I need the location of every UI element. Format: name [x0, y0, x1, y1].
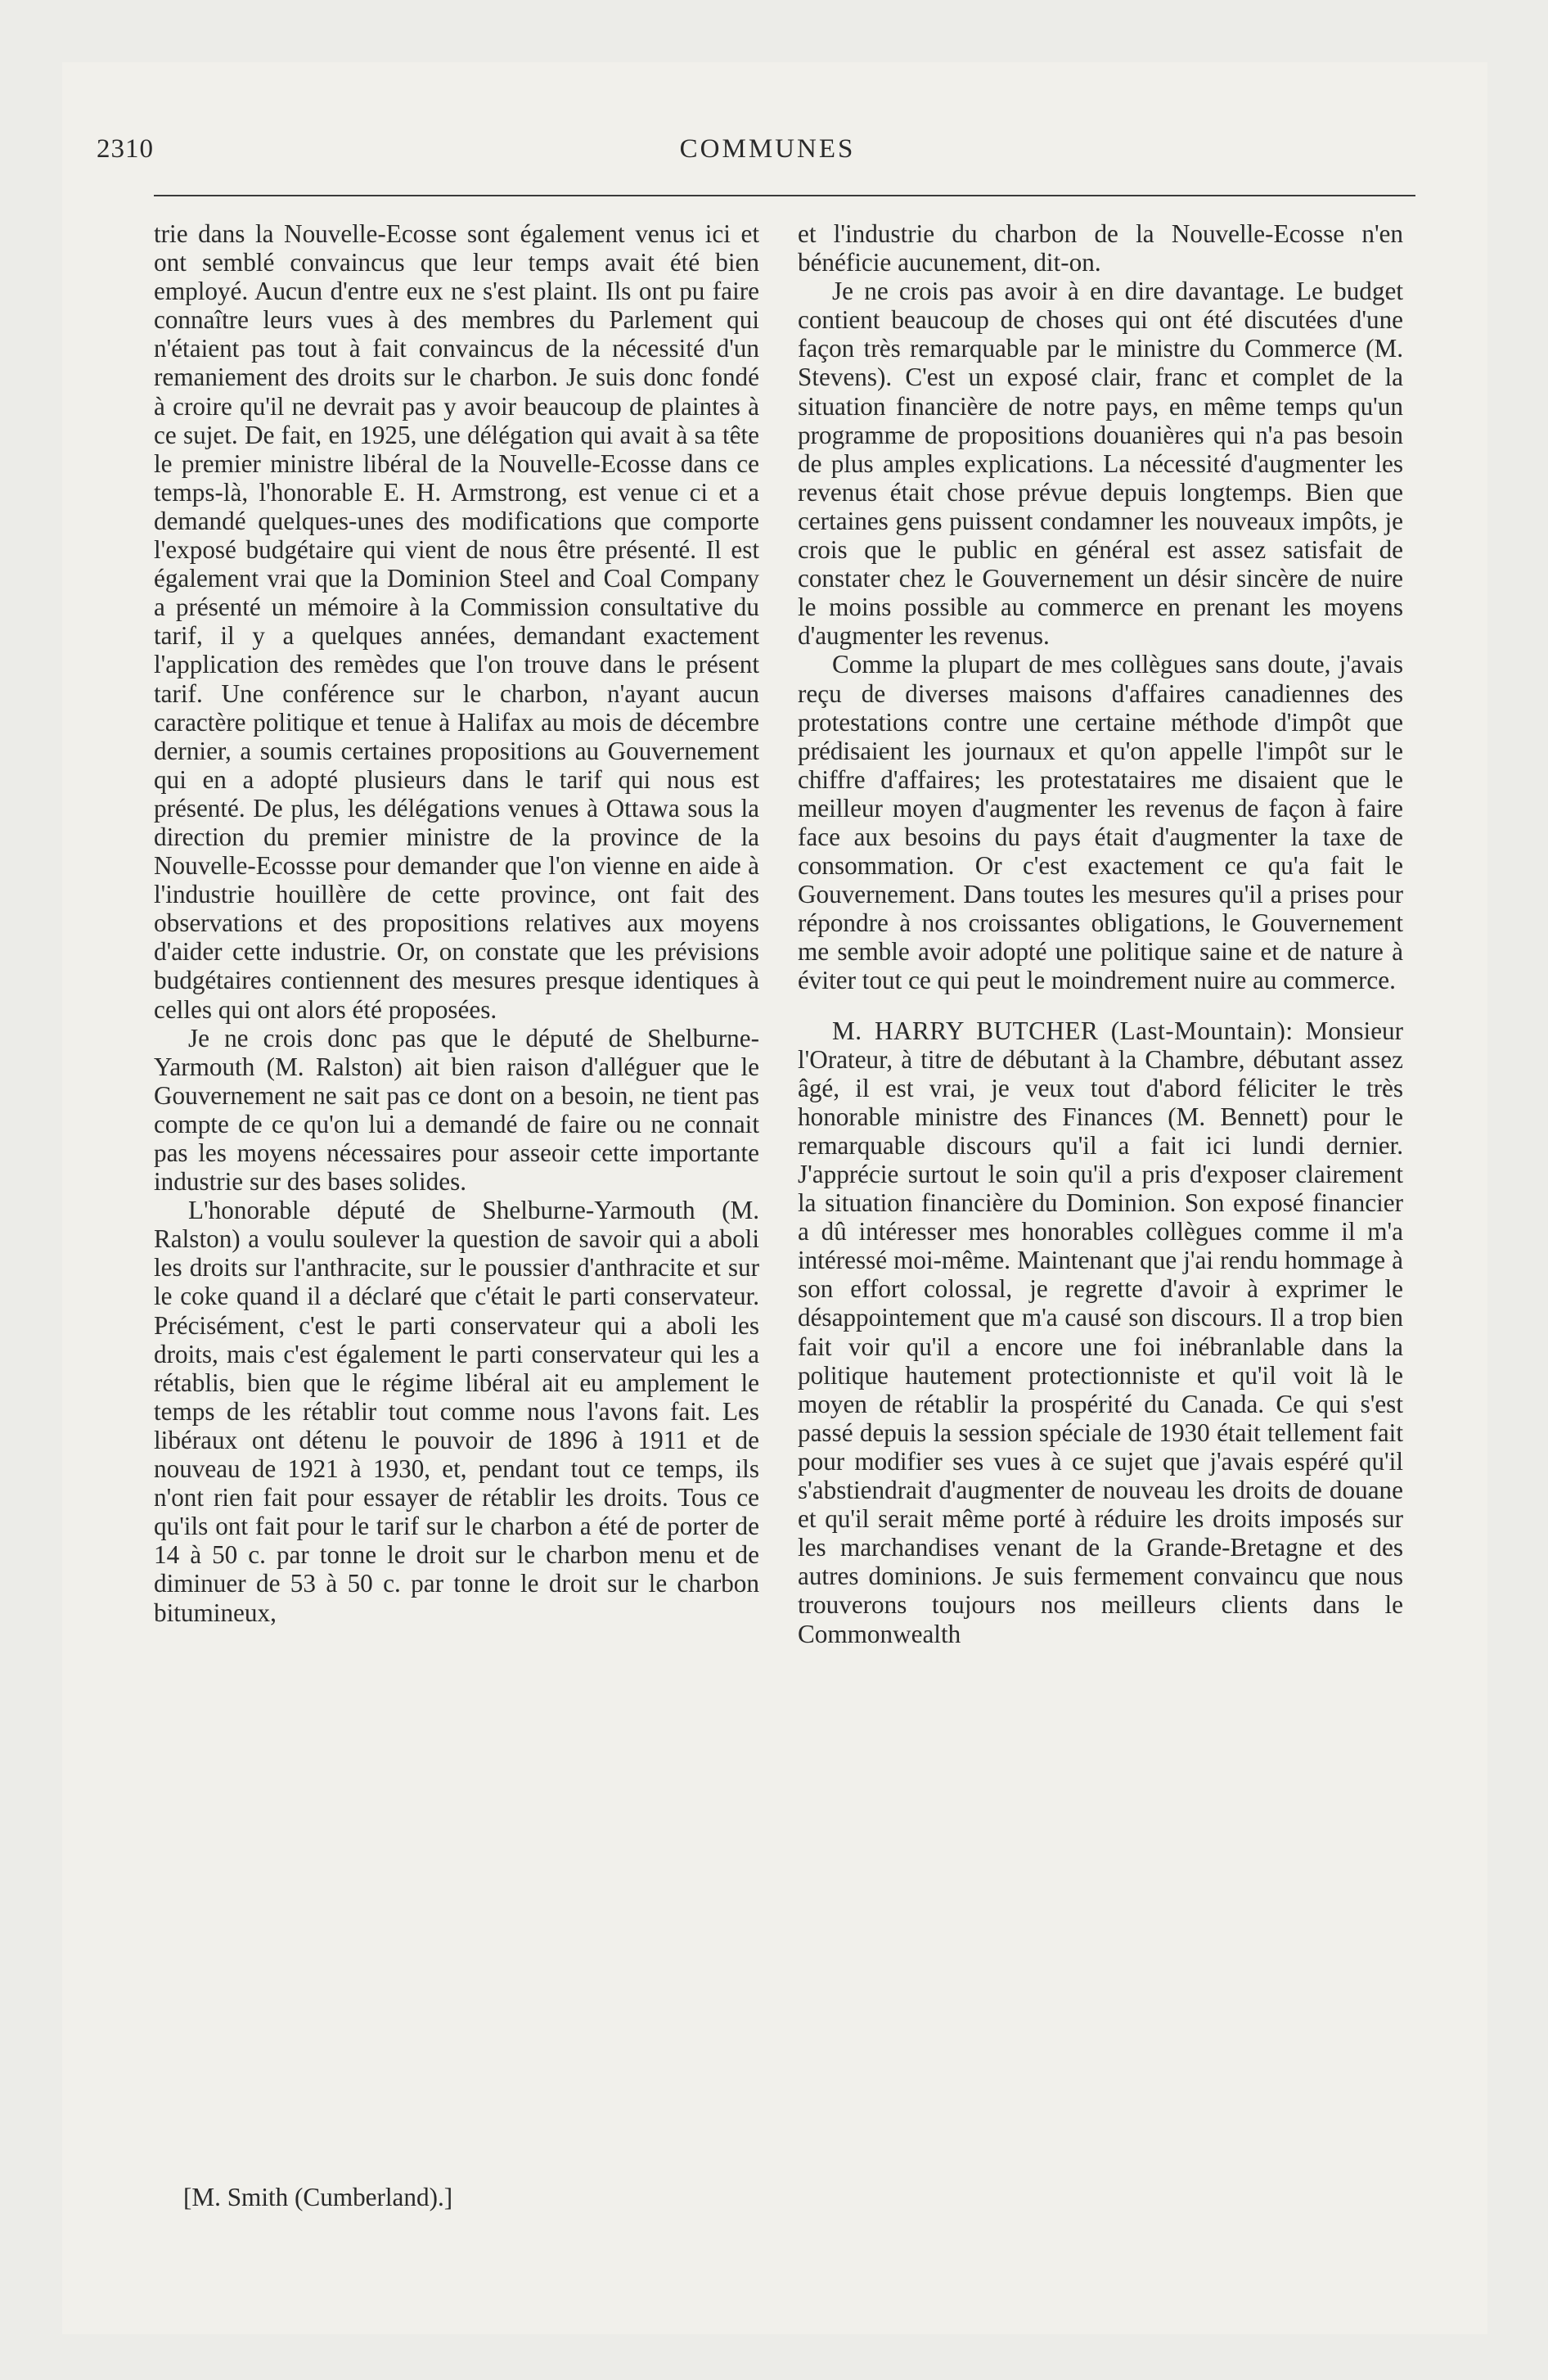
paragraph: Comme la plupart de mes collègues sans doute, j'avais reçu de diverses maisons d'affaires canadiennes des protestations contre une certaine méthode d'impôt que prédisaient les journaux et qu'on appelle l'impôt sur le chiffre d'affaires; les protestataires me disaient que le meilleur moyen d'augmenter les revenus de façon à faire face aux besoins du pays était d'augmenter la taxe de consommation. Or c'est exactement ce qu'a fait le Gouvernement. Dans toutes les mesures qu'il a prises pour répondre à nos croissantes obligations, le Gouvernement me semble avoir adopté une politique saine et de nature à éviter tout ce qui peut le moindrement nuire au commerce. [798, 650, 1403, 995]
paragraph: et l'industrie du charbon de la Nouvelle-Ecosse n'en bénéficie aucunement, dit-on. [798, 219, 1403, 277]
page-header [97, 134, 1438, 178]
right-column [798, 219, 1403, 1648]
speech-paragraph [798, 1016, 1403, 1648]
paragraph: Je ne crois donc pas que le député de Shelburne-Yarmouth (M. Ralston) ait bien raison d'alléguer que le Gouvernement ne sait pas ce dont on a besoin, ne tient pas compte de ce qu'on lui a demandé de faire ou ne connait pas les moyens nécessaires pour asseoir cette importante industrie sur des bases solides. [154, 1023, 759, 1197]
speaker-name: M. HARRY BUTCHER (Last-Mountain): [832, 1016, 1294, 1045]
paragraph: trie dans la Nouvelle-Ecosse sont également venus ici et ont semblé convaincus que leur temps avait été bien employé. Aucun d'entre eux ne s'est plaint. Ils ont pu faire connaître leurs vues à des membres du Parlement qui n'étaient pas tout à fait convaincus de la nécessité d'un remaniement des droits sur le charbon. Je suis donc fondé à croire qu'il ne devrait pas y avoir beaucoup de plaintes à ce sujet. De fait, en 1925, une délégation qui avait à sa tête le premier ministre libéral de la Nouvelle-Ecosse dans ce temps-là, l'honorable E. H. Armstrong, est venue ci et a demandé quelques-unes des modifications que comporte l'exposé budgétaire qui vient de nous être présenté. Il est également vrai que la Dominion Steel and Coal Company a présenté un mémoire à la Commission consultative du tarif, il y a quelques années, demandant exactement l'application des remèdes que l'on trouve dans le présent tarif. Une conférence sur le charbon, n'ayant aucun caractère politique et tenue à Halifax au mois de décembre dernier, a soumis certaines propositions au Gouvernement qui en a adopté plusieurs dans le tarif qui nous est présenté. De plus, les délégations venues à Ottawa sous la direction du premier ministre de la province de la Nouvelle-Ecossse pour demander que l'on vienne en aide à l'industrie houillère de cette province, ont fait des observations et des propositions relatives aux moyens d'aider cette industrie. Or, on constate que les prévisions budgétaires contiennent des mesures presque identiques à celles qui ont alors été proposées. [154, 219, 759, 1024]
left-column [154, 219, 759, 1627]
paragraph: L'honorable député de Shelburne-Yarmouth (M. Ralston) a voulu soulever la question de savoir qui a aboli les droits sur l'anthracite, sur le poussier d'anthracite et sur le coke quand il a déclaré que c'était le parti conservateur. Précisément, c'est le parti conservateur qui a aboli les droits, mais c'est également le parti conservateur qui les a rétablis, bien que le régime libéral ait eu amplement le temps de les rétablir tout comme nous l'avons fait. Les libéraux ont détenu le pouvoir de 1896 à 1911 et de nouveau de 1921 à 1930, et, pendant tout ce temps, ils n'ont rien fait pour essayer de rétablir les droits. Tous ce qu'ils ont fait pour le tarif sur le charbon a été de porter de 14 à 50 c. par tonne le droit sur le charbon menu et de diminuer de 53 à 50 c. par tonne le droit sur le charbon bitumineux, [154, 1196, 759, 1627]
running-head: COMMUNES [679, 134, 856, 164]
paragraph: Je ne crois pas avoir à en dire davantage. Le budget contient beaucoup de choses qui ont été discutées d'une façon très remarquable par le ministre du Commerce (M. Stevens). C'est un exposé clair, franc et complet de la situation financière de notre pays, en même temps qu'un programme de propositions douanières qui n'a pas besoin de plus amples explications. La nécessité d'augmenter les revenus était chose prévue depuis longtemps. Bien que certaines gens puissent condamner les nouveaux impôts, je crois que le public en général est assez satisfait de constater chez le Gouvernement un désir sincère de nuire le moins possible au commerce en prenant les moyens d'augmenter les revenus. [798, 277, 1403, 651]
speech-text: Monsieur l'Orateur, à titre de débutant à la Chambre, débutant assez âgé, il est vrai, je veux tout d'abord féliciter le très honorable ministre des Finances (M. Bennett) pour le remarquable discours qu'il a fait ici lundi dernier. J'apprécie surtout le soin qu'il a pris d'exposer clairement la situation financière du Dominion. Son exposé financier a dû intéresser mes honorables collègues comme il m'a intéressé moi-même. Maintenant que j'ai rendu hommage à son effort colossal, je regrette d'avoir à exprimer le désappointement que m'a causé son discours. Il a trop bien fait voir qu'il a encore une foi inébranlable dans la politique hautement protectionniste et qu'il voit là le moyen de rétablir la prospérité du Canada. Ce qui s'est passé depuis la session spéciale de 1930 était tellement fait pour modifier ses vues à ce sujet que j'avais espéré qu'il s'abstiendrait d'augmenter de nouveau les droits de douane et qu'il serait même porté à réduire les droits imposés sur les marchandises venant de la Grande-Bretagne et des autres dominions. Je suis fermement convaincu que nous trouverons toujours nos meilleurs clients dans le Commonwealth [798, 1016, 1404, 1648]
header-rule [154, 195, 1415, 196]
page-number: 2310 [97, 134, 154, 164]
speaker-attribution-note: [M. Smith (Cumberland).] [183, 2183, 453, 2211]
